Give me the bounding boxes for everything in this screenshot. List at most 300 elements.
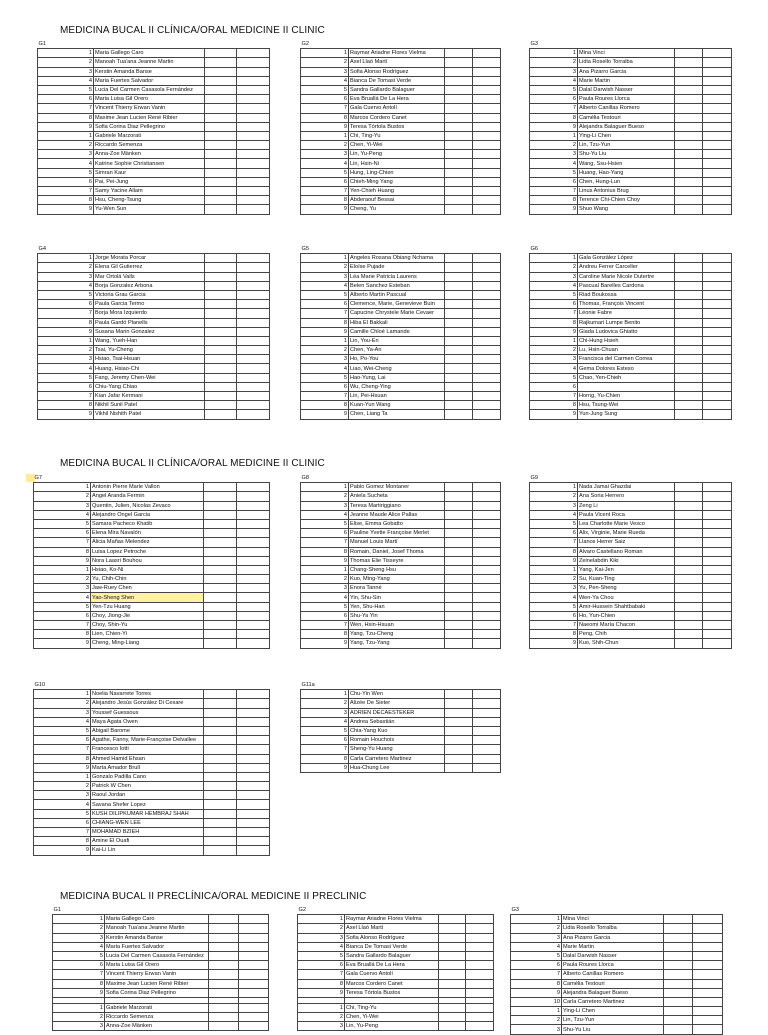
student-name: Chen, Yi-Wei [349,141,445,150]
empty-cell [473,745,501,754]
table-row [301,318,501,327]
empty-cell [205,177,237,186]
empty-cell [237,76,270,85]
student-number: 8 [301,630,349,639]
student-name: Alicia Mañas Melendez [91,538,204,547]
empty-cell [205,58,237,67]
student-name: Anna-Zoe Mänken [94,150,205,159]
empty-cell [239,1022,269,1031]
student-number: 6 [301,611,349,620]
student-number: 9 [530,639,578,648]
student-number: 7 [301,392,349,401]
empty-cell [204,547,237,556]
student-number: 9 [298,988,345,997]
table-row [301,290,501,299]
table-row [38,85,270,94]
table-row [38,150,270,159]
empty-cell [473,263,501,272]
empty-cell [693,1007,723,1016]
empty-cell [675,168,703,177]
empty-cell [703,630,732,639]
student-number: 5 [301,726,349,735]
table-row [530,104,732,113]
table-row [298,970,494,979]
table-row [301,168,501,177]
student-name: Alberto Canillas Romero [578,104,675,113]
empty-cell [237,846,270,855]
student-number: 3 [511,1025,562,1034]
empty-cell [237,639,270,648]
student-number: 5 [38,85,94,94]
empty-cell [204,726,237,735]
group-name: G10 [34,681,270,690]
table-row [298,942,494,951]
student-name: Lin, You-En [349,336,445,345]
student-name: Lien, Chien-Yi [91,630,204,639]
student-name: Eloïse Pujade [349,263,445,272]
empty-cell [237,113,270,122]
group-name: G2 [301,40,501,49]
student-name: Huang, Hao-Yang [578,168,675,177]
empty-cell [473,584,501,593]
student-name: Anna-Zoe Mänken [105,1022,209,1031]
empty-cell [473,113,501,122]
table-row [38,318,270,327]
empty-cell [445,355,473,364]
empty-cell [204,772,237,781]
student-number: 7 [38,392,94,401]
empty-cell [675,621,703,630]
student-number: 2 [298,924,345,933]
empty-cell [675,584,703,593]
empty-cell [466,979,494,988]
empty-cell [445,254,473,263]
student-number: 3 [38,150,94,159]
empty-cell [237,58,270,67]
empty-cell [205,346,237,355]
student-name: Gala González López [578,254,675,263]
table-row [530,538,732,547]
student-number: 8 [38,113,94,122]
student-name: Wang, Ssu-Hsien [578,159,675,168]
empty-cell [473,159,501,168]
student-number: 7 [301,187,349,196]
empty-cell [205,318,237,327]
student-number: 7 [34,621,91,630]
student-name: Abderaouf Bessai [349,196,445,205]
empty-cell [445,754,473,763]
table-row [511,1025,723,1034]
student-number: 3 [34,791,91,800]
table-row [38,187,270,196]
empty-cell [445,187,473,196]
student-number: 6 [530,300,578,309]
empty-cell [445,410,473,419]
empty-cell [703,49,732,58]
empty-cell [693,997,723,1006]
student-number: 8 [301,113,349,122]
student-name: Chi, Ting-Yu [349,131,445,140]
empty-cell [237,49,270,58]
group-name: G7 [34,474,270,483]
table-row [53,1003,269,1012]
empty-cell [445,538,473,547]
student-number: 7 [34,745,91,754]
student-name: Paula Roures Llorca [562,961,664,970]
student-number: 7 [34,828,91,837]
student-number: 5 [301,602,349,611]
student-name: Maya Agata Owen [91,717,204,726]
group-table [300,681,500,773]
group-table [37,40,269,215]
empty-cell [239,933,269,942]
student-number: 8 [38,401,94,410]
student-number: 6 [301,382,349,391]
student-name: Huang, Hsiao-Chi [94,364,205,373]
empty-cell [473,538,501,547]
table-row [530,49,732,58]
student-name: Pai, Pei-Jung [94,177,205,186]
student-number: 3 [530,150,578,159]
empty-cell [445,58,473,67]
table-row [34,837,270,846]
empty-cell [209,988,239,997]
student-number: 3 [301,501,349,510]
student-name: Manoah Tua'ana Jeanne Martin [105,924,209,933]
student-name: Liao, Wei-Cheng [349,364,445,373]
group-table [33,474,269,649]
empty-cell [445,630,473,639]
empty-cell [703,196,732,205]
empty-cell [237,602,270,611]
student-number: 2 [301,346,349,355]
student-number: 5 [301,373,349,382]
table-row [34,846,270,855]
table-row [530,281,732,290]
empty-cell [675,76,703,85]
student-name: Francesco Iotti [91,745,204,754]
group-table [300,40,500,215]
student-name: Maria Luisa Gil Orero [105,961,209,970]
empty-cell [237,168,270,177]
table-row [298,988,494,997]
student-name: Samy Yacine Allam [94,187,205,196]
empty-cell [466,961,494,970]
empty-cell [675,611,703,620]
table-row [530,355,732,364]
empty-cell [473,76,501,85]
table-row [530,373,732,382]
table-row [38,355,270,364]
empty-cell [204,846,237,855]
student-number: 3 [34,501,91,510]
empty-cell [445,565,473,574]
empty-cell [237,763,270,772]
table-row [530,58,732,67]
empty-cell [693,942,723,951]
table-row [511,933,723,942]
empty-cell [209,1013,239,1022]
table-row [301,547,501,556]
empty-cell [439,915,466,924]
student-name: Sandra Gallardo Balaguer [345,951,439,960]
table-row [511,915,723,924]
empty-cell [473,754,501,763]
empty-cell [209,979,239,988]
student-name: Jaw-Ruey Chen [91,584,204,593]
empty-cell [209,942,239,951]
student-name: Lidia Rosello Torralba [562,924,664,933]
empty-cell [439,942,466,951]
empty-cell [204,717,237,726]
student-number: 4 [530,159,578,168]
student-number: 5 [53,951,105,960]
empty-cell [445,76,473,85]
empty-cell [205,49,237,58]
student-number: 3 [34,584,91,593]
student-number: 9 [34,763,91,772]
student-name: Sofia Alonso Rodríguez [345,933,439,942]
student-name: Shuo Wang [578,205,675,214]
empty-cell [664,970,693,979]
table-row [301,763,501,772]
student-number: 9 [530,205,578,214]
table-row [34,745,270,754]
empty-cell [473,639,501,648]
student-name: Chen, Liang Ta [349,410,445,419]
student-name: Andrea Sebastián [349,717,445,726]
table-row [530,76,732,85]
empty-cell [445,95,473,104]
student-name: Hung, Ling-Chien [349,168,445,177]
empty-cell [439,1013,466,1022]
student-number: 3 [34,708,91,717]
empty-cell [205,187,237,196]
table-row [298,1013,494,1022]
student-number: 8 [34,754,91,763]
student-number: 4 [301,593,349,602]
empty-cell [703,327,732,336]
student-number: 4 [301,510,349,519]
student-number: 1 [530,131,578,140]
student-number: 2 [301,492,349,501]
student-number: 1 [530,49,578,58]
empty-cell [473,382,501,391]
student-name: Kerstin Amanda Banse [105,933,209,942]
empty-cell [473,196,501,205]
group-grid [529,474,732,649]
empty-cell [445,611,473,620]
student-name: Yun-Jung Sung [578,410,675,419]
student-name: Riccardo Semenza [94,141,205,150]
student-number: 6 [530,529,578,538]
student-name: Paula Roures Llorca [578,95,675,104]
empty-cell [473,122,501,131]
student-name: Sofia Corina Diaz Pellegrino [94,122,205,131]
table-row [530,290,732,299]
empty-cell [703,122,732,131]
student-number: 6 [34,611,91,620]
student-number: 6 [301,95,349,104]
student-number: 1 [298,1003,345,1012]
group-grid [300,681,501,773]
empty-cell [703,318,732,327]
student-number: 4 [301,717,349,726]
table-row [38,410,270,419]
table-row [53,988,269,997]
empty-cell [445,639,473,648]
table-row [530,501,732,510]
table-row [301,49,501,58]
table-row [530,492,732,501]
empty-cell [473,254,501,263]
empty-cell [205,272,237,281]
table-row [530,602,732,611]
student-number: 1 [530,483,578,492]
empty-cell [675,113,703,122]
group-grid [297,906,494,1031]
empty-cell [204,584,237,593]
empty-cell [445,401,473,410]
student-number: 7 [301,621,349,630]
table-row [530,565,732,574]
table-row [38,76,270,85]
table-row [301,726,501,735]
empty-cell [237,736,270,745]
student-number: 4 [511,942,562,951]
empty-cell [703,355,732,364]
empty-cell [675,49,703,58]
empty-cell [675,593,703,602]
student-number: 2 [511,924,562,933]
student-number: 8 [38,318,94,327]
student-number: 2 [34,782,91,791]
student-name: Camélia Testouri [562,979,664,988]
student-number: 4 [34,593,91,602]
empty-cell [473,547,501,556]
empty-cell [204,745,237,754]
student-name: Romain Houchois [349,736,445,745]
student-name: Lin, Pei-Hsuan [349,392,445,401]
empty-cell [473,726,501,735]
student-name: Paula Garcia Termo [94,300,205,309]
student-name: Teresa Tórtola Bustos [345,988,439,997]
empty-cell [473,309,501,318]
student-number: 3 [38,272,94,281]
empty-cell [205,104,237,113]
table-row [301,602,501,611]
empty-cell [445,104,473,113]
group-table [529,40,731,215]
student-name: Noelia Navarrete Torres [91,690,204,699]
student-name: Maria Gallego Caro [94,49,205,58]
student-name: Ana Soria Herrero [578,492,675,501]
empty-cell [466,915,494,924]
empty-cell [205,290,237,299]
empty-cell [237,630,270,639]
student-name: Gala Cuervo Antolí [345,970,439,979]
table-row [530,392,732,401]
student-number: 1 [34,690,91,699]
empty-cell [239,988,269,997]
table-row [301,639,501,648]
empty-cell [466,933,494,942]
empty-cell [664,933,693,942]
student-name: Naeomi María Chacon [578,621,675,630]
empty-cell [445,309,473,318]
empty-cell [675,565,703,574]
table-row [530,556,732,565]
empty-cell [466,951,494,960]
empty-cell [693,951,723,960]
table-row [530,364,732,373]
table-row [301,104,501,113]
empty-cell [664,951,693,960]
table-row [34,621,270,630]
empty-cell [675,281,703,290]
student-number: 9 [301,205,349,214]
student-name: Elena Mira Navalón [91,529,204,538]
student-number: 3 [53,1022,105,1031]
table-row [301,196,501,205]
empty-cell [675,501,703,510]
table-row [530,630,732,639]
table-row [301,382,501,391]
student-number: 8 [298,979,345,988]
group-table [300,245,500,420]
student-name: Carla Carretero Martinez [349,754,445,763]
table-row [530,382,732,391]
student-number: 8 [530,196,578,205]
empty-cell [675,630,703,639]
student-number: 1 [38,336,94,345]
student-number: 1 [34,772,91,781]
table-row [301,364,501,373]
table-row [53,942,269,951]
empty-cell [237,726,270,735]
empty-cell [445,501,473,510]
student-number: 6 [301,529,349,538]
table-row [34,708,270,717]
empty-cell [239,961,269,970]
student-name: Manoah Tua'ana Jeanne Martin [94,58,205,67]
student-number: 3 [38,355,94,364]
student-name: Cheng, Yu [349,205,445,214]
empty-cell [237,300,270,309]
empty-cell [205,141,237,150]
group-table [52,906,268,1031]
student-name: Eva Bruallá De La Hera [345,961,439,970]
empty-cell [703,76,732,85]
empty-cell [204,690,237,699]
empty-cell [445,327,473,336]
empty-cell [237,556,270,565]
student-number: 4 [530,364,578,373]
empty-cell [205,401,237,410]
student-number: 8 [530,401,578,410]
table-row [530,327,732,336]
table-row [301,150,501,159]
table-row [530,300,732,309]
table-row [530,263,732,272]
empty-cell [675,150,703,159]
student-name: Caroline Marie Nicole Dutertre [578,272,675,281]
group-grid [37,40,270,215]
empty-cell [473,346,501,355]
empty-cell [473,717,501,726]
table-row [301,736,501,745]
empty-cell [703,639,732,648]
